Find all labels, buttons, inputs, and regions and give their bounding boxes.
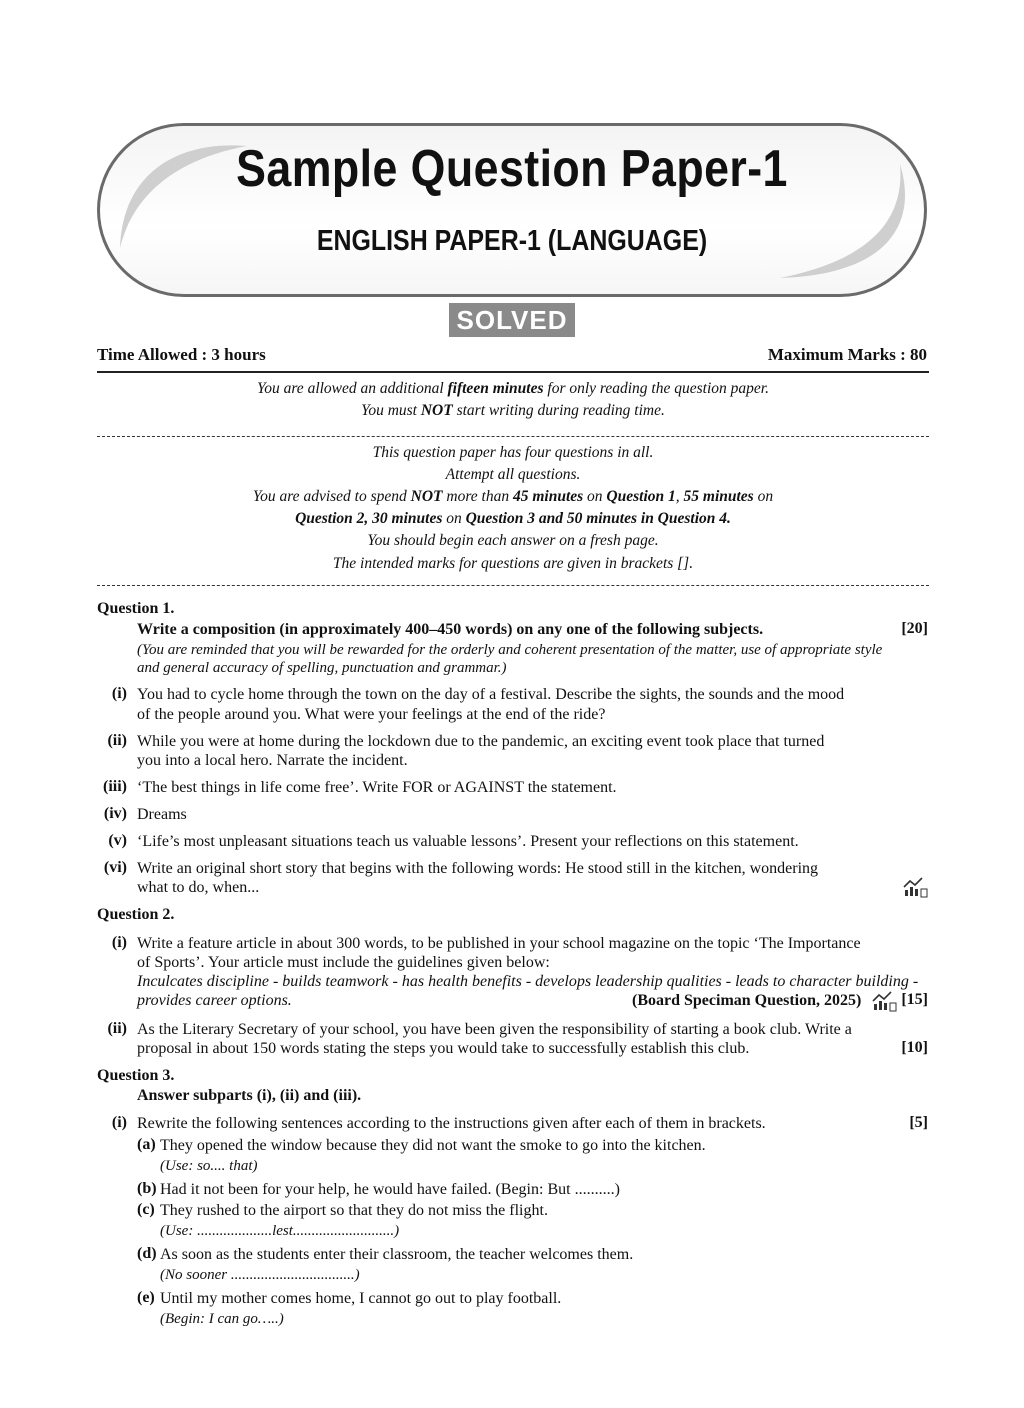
question-1-note-line-1: (You are reminded that you will be rewarded for the orderly and coherent presentation of the matter, use of appropriate style: [137, 642, 883, 658]
question-1-note-line-2: and general accuracy of spelling, punctuation and grammar.): [137, 660, 507, 676]
q1-item-number: (i): [111, 685, 127, 702]
q3-part-hint: (No sooner .................................): [160, 1267, 360, 1283]
instruction-line-1: This question paper has four questions in all.: [372, 444, 654, 461]
q2-i-marks: [15]: [901, 991, 928, 1008]
trend-chart-icon: [872, 990, 898, 1012]
q2-guidelines: Inculcates discipline - builds teamwork - has health benefits - develops leadership qualities - leads to character building -: [137, 973, 919, 990]
q1-item-text: Dreams: [137, 806, 187, 823]
q3-part-hint: (Use: ....................lest...........................): [160, 1223, 400, 1239]
q2-item-number: (i): [111, 934, 127, 951]
trend-chart-icon: [903, 876, 929, 898]
q1-item-text: While you were at home during the lockdown due to the pandemic, an exciting event took place that turned: [137, 733, 825, 750]
divider-dashed-2: [97, 585, 929, 586]
paper-title: Sample Question Paper-1: [236, 140, 788, 198]
q1-item-text-cont: what to do, when...: [137, 879, 260, 896]
instruction-line-2: Attempt all questions.: [445, 466, 581, 483]
q1-item-number: (vi): [103, 859, 127, 876]
q2-item-text-cont: of Sports’. Your article must include the guidelines given below:: [137, 954, 550, 971]
q2-ii-marks: [10]: [901, 1039, 928, 1056]
solved-badge: SOLVED: [449, 303, 575, 337]
paper-subtitle: ENGLISH PAPER-1 (LANGUAGE): [316, 225, 708, 257]
q1-item-number: (v): [108, 832, 127, 849]
question-2-heading: Question 2.: [97, 906, 175, 923]
q3-part-label: (c): [137, 1201, 155, 1218]
q3-i-marks: [5]: [909, 1114, 928, 1131]
q3-part-hint: (Use: so.... that): [160, 1158, 258, 1174]
question-1-prompt: Write a composition (in approximately 400–450 words) on any one of the following subjects.: [137, 621, 764, 638]
q2-item-text-cont: proposal in about 150 words stating the steps you would take to successfully establish this club.: [137, 1040, 750, 1057]
question-1-marks: [20]: [901, 620, 928, 637]
q2-source: (Board Speciman Question, 2025): [632, 992, 862, 1009]
q3-part-label: (b): [137, 1180, 157, 1197]
q3-part-label: (e): [137, 1289, 155, 1306]
q2-item-number: (ii): [107, 1020, 127, 1037]
q3-part-hint: (Begin: I can go…..): [160, 1311, 284, 1327]
q1-item-text-cont: you into a local hero. Narrate the incident.: [137, 752, 408, 769]
q3-part-text: They opened the window because they did not want the smoke to go into the kitchen.: [160, 1137, 706, 1154]
q1-item-number: (ii): [107, 732, 127, 749]
q3-part-text: As soon as the students enter their classroom, the teacher welcomes them.: [160, 1246, 634, 1263]
time-allowed: Time Allowed : 3 hours: [97, 345, 266, 364]
header-rule: [97, 371, 929, 373]
instruction-line-4: Question 2, 30 minutes on Question 3 and 50 minutes in Question 4.: [295, 510, 731, 527]
q3-item-number: (i): [111, 1114, 127, 1131]
question-3-prompt: Answer subparts (i), (ii) and (iii).: [137, 1087, 362, 1104]
instruction-line-5: You should begin each answer on a fresh page.: [367, 532, 659, 549]
instruction-line-6: The intended marks for questions are given in brackets [].: [332, 555, 694, 572]
maximum-marks: Maximum Marks : 80: [767, 345, 927, 364]
q1-item-text-cont: of the people around you. What were your feelings at the end of the ride?: [137, 706, 606, 723]
q1-item-text: Write an original short story that begins with the following words: He stood still in the kitchen, wondering: [137, 860, 819, 877]
q3-part-text: Until my mother comes home, I cannot go out to play football.: [160, 1290, 562, 1307]
q2-item-text: As the Literary Secretary of your school, you have been given the responsibility of starting a book club. Write a: [137, 1021, 852, 1038]
instruction-line-3: You are advised to spend NOT more than 45 minutes on Question 1, 55 minutes on: [252, 488, 774, 505]
q3-part-label: (d): [137, 1245, 157, 1262]
q1-item-text: ‘The best things in life come free’. Write FOR or AGAINST the statement.: [137, 779, 617, 796]
q3-part-label: (a): [137, 1136, 156, 1153]
q3-item-text: Rewrite the following sentences according to the instructions given after each of them in brackets.: [137, 1115, 766, 1132]
divider-dashed-1: [97, 436, 929, 437]
q1-item-number: (iii): [103, 778, 127, 795]
q2-guidelines-cont: provides career options.: [137, 992, 292, 1009]
reading-note-line-1: You are allowed an additional fifteen minutes for only reading the question paper.: [257, 380, 769, 397]
question-3-heading: Question 3.: [97, 1067, 175, 1084]
question-1-heading: Question 1.: [97, 600, 175, 617]
q3-part-text: Had it not been for your help, he would have failed. (Begin: But ..........): [160, 1181, 620, 1198]
q3-part-text: They rushed to the airport so that they do not miss the flight.: [160, 1202, 548, 1219]
q1-item-number: (iv): [103, 805, 127, 822]
q1-item-text: ‘Life’s most unpleasant situations teach us valuable lessons’. Present your reflections on this statement.: [137, 833, 799, 850]
q2-item-text: Write a feature article in about 300 words, to be published in your school magazine on the topic ‘The Importance: [137, 935, 861, 952]
q1-item-text: You had to cycle home through the town on the day of a festival. Describe the sights, the sounds and the mood: [137, 686, 845, 703]
reading-note-line-2: You must NOT start writing during reading time.: [361, 402, 665, 419]
